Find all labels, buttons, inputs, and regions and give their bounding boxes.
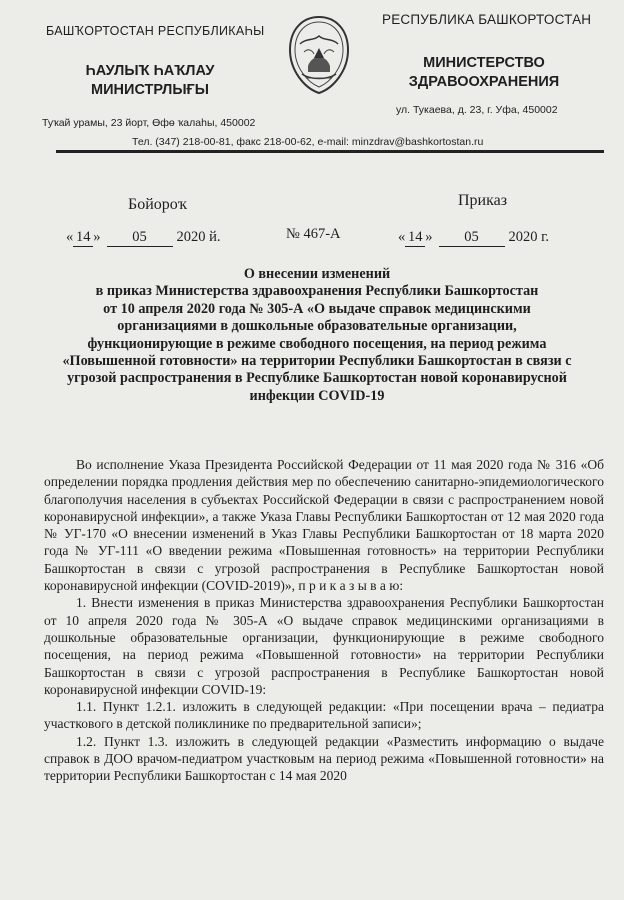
title-line: от 10 апреля 2020 года № 305-А «О выдаче справок медицинскими bbox=[103, 300, 531, 317]
item-1-1-paragraph: 1.1. Пункт 1.2.1. изложить в следующей редакции: «При посещении врача – педиатра участкового в детской поликлинике по предварительной записи»; bbox=[44, 699, 604, 732]
left-address: Туҡай урамы, 23 йорт, Өфө ҡалаһы, 450002 bbox=[42, 117, 256, 129]
right-republic-name: РЕСПУБЛИКА БАШКОРТОСТАН bbox=[382, 12, 592, 27]
title-line: функционирующие в режиме свободного посещения, на период режима bbox=[87, 335, 547, 352]
order-label-bashkir: Бойороҡ bbox=[128, 196, 187, 213]
contact-line: Тел. (347) 218-00-81, факс 218-00-62, e-mail: minzdrav@bashkortostan.ru bbox=[132, 136, 484, 148]
title-line: О внесении изменений bbox=[243, 266, 391, 282]
date-year: 2020 г. bbox=[508, 229, 550, 245]
order-date-bashkir bbox=[66, 229, 221, 247]
republic-emblem-icon bbox=[284, 14, 354, 96]
order-number: № 467-А bbox=[286, 226, 341, 242]
title-line: угрозой распространения в Республике Башкортостан новой коронавирусной bbox=[67, 370, 567, 387]
title-line: «Повышенной готовности» на территории Республики Башкортостан в связи с bbox=[62, 353, 572, 370]
order-title bbox=[44, 266, 590, 405]
date-month: 05 bbox=[107, 229, 173, 247]
right-ministry-line1: МИНИСТЕРСТВО bbox=[423, 55, 545, 71]
date-day: 14 bbox=[405, 229, 425, 247]
date-month: 05 bbox=[439, 229, 505, 247]
date-open-quote: « bbox=[398, 229, 406, 245]
right-ministry-name bbox=[392, 54, 576, 92]
order-label-russian: Приказ bbox=[458, 192, 508, 209]
title-line: организациями в дошкольные образовательные организации, bbox=[117, 318, 517, 335]
date-close-quote: » bbox=[425, 229, 433, 245]
order-body bbox=[44, 456, 604, 785]
order-date-russian bbox=[398, 229, 549, 247]
title-line: в приказ Министерства здравоохранения Республики Башкортостан bbox=[95, 283, 539, 300]
intro-paragraph: Во исполнение Указа Президента Российской Федерации от 11 мая 2020 года № 316 «Об определении порядка продления действия мер по обеспечению санитарно-эпидемиологического благополучия населения в субъектах Российской Федерации в связи с распространением новой коронавирусной инфекции», а также Указа Главы Республики Башкортостан от 12 мая 2020 года № УГ-170 «О внесении изменений в Указ Главы Республики Башкортостан от 18 марта 2020 года № УГ-111 «О введении режима «Повышенная готовность» на территории Республики Башкортостан в связи с угрозой распространения в Республике Башкортостан новой коронавирусной инфекции (COVID-2019)», п р и к а з ы в а ю: bbox=[44, 457, 604, 594]
date-close-quote: » bbox=[93, 229, 101, 245]
left-ministry-name bbox=[60, 62, 240, 100]
right-address: ул. Тукаева, д. 23, г. Уфа, 450002 bbox=[396, 104, 558, 116]
item-1-2-paragraph: 1.2. Пункт 1.3. изложить в следующей редакции «Разместить информацию о выдаче справок в ДОО врачом-педиатром участковым на период режима «Повышенной готовности» на территории Республики Башкортостан с 14 мая 2020 bbox=[44, 733, 604, 784]
left-ministry-line2: МИНИСТРЛЫҒЫ bbox=[91, 82, 209, 98]
title-line: инфекции COVID-19 bbox=[249, 387, 385, 404]
date-year: 2020 й. bbox=[176, 229, 221, 245]
date-open-quote: « bbox=[66, 229, 74, 245]
left-ministry-line1: ҺАУЛЫҠ ҺАҠЛАУ bbox=[85, 63, 215, 79]
header-divider bbox=[56, 150, 604, 153]
left-republic-name: БАШҠОРТОСТАН РЕСПУБЛИКАҺЫ bbox=[46, 24, 265, 38]
date-day: 14 bbox=[73, 229, 93, 247]
item-1-paragraph: 1. Внести изменения в приказ Министерства здравоохранения Республики Башкортостан от 10 апреля 2020 года № 305-А «О выдаче справок медицинскими организациями в дошкольные образовательные организации, функционирующие в режиме свободного посещения, на период режима «Повышенной готовности» на территории Республики Башкортостан в связи с угрозой распространения в Республике Башкортостан новой коронавирусной инфекции COVID-19: bbox=[44, 595, 604, 697]
right-ministry-line2: ЗДРАВООХРАНЕНИЯ bbox=[408, 74, 560, 90]
